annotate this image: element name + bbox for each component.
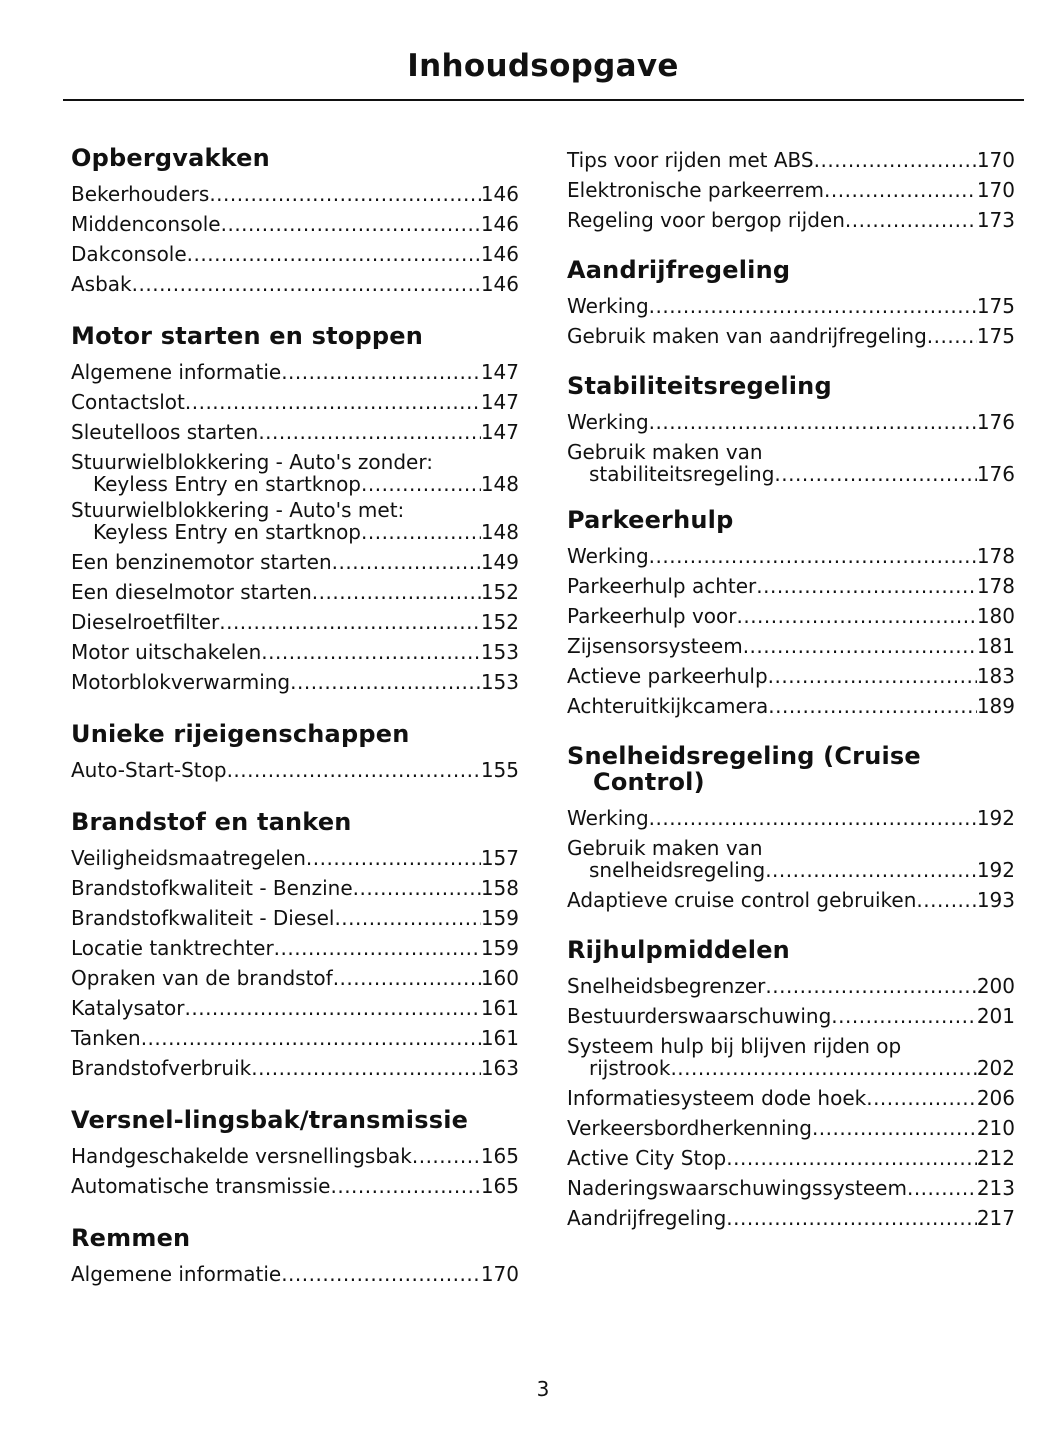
- entry-page-number: 159: [480, 906, 519, 930]
- entry-label: Automatische transmissie: [71, 1174, 331, 1198]
- leader-dots: [132, 269, 481, 299]
- leader-dots: [274, 933, 481, 963]
- entry-label: Veiligheidsmaatregelen: [71, 846, 306, 870]
- toc-entry[interactable]: [567, 291, 1015, 321]
- toc-entry[interactable]: [567, 885, 1015, 915]
- entry-label: Verkeersbordherkenning: [567, 1116, 812, 1140]
- leader-dots: [290, 667, 481, 697]
- entry-label-continued: stabiliteitsregeling: [589, 462, 775, 486]
- entry-label: Brandstofverbruik: [71, 1056, 252, 1080]
- toc-column-left: [71, 145, 519, 1289]
- entry-label: Algemene informatie: [71, 1262, 282, 1286]
- entry-page-number: 170: [976, 178, 1015, 202]
- toc-entry[interactable]: [567, 1001, 1015, 1031]
- toc-section-unieke-rijeigenschappen: [71, 721, 519, 785]
- entry-line-continued: [567, 859, 1015, 881]
- section-heading: Aandrijfregeling: [567, 256, 791, 284]
- toc-entry[interactable]: [71, 357, 519, 387]
- entry-page-number: 189: [976, 694, 1015, 718]
- entry-label: Een benzinemotor starten: [71, 550, 332, 574]
- leader-dots: [649, 291, 977, 321]
- entry-page-number: 180: [976, 604, 1015, 628]
- toc-entry[interactable]: [71, 933, 519, 963]
- toc-entry[interactable]: [567, 803, 1015, 833]
- entry-label: Active City Stop: [567, 1146, 727, 1170]
- entry-label: Snelheidsbegrenzer: [567, 974, 766, 998]
- entry-page-number: 158: [480, 876, 519, 900]
- entry-label: Werking: [567, 806, 649, 830]
- toc-entry[interactable]: [71, 547, 519, 577]
- toc-entry[interactable]: [71, 667, 519, 697]
- entry-label: Stuurwielblokkering - Auto's met:: [71, 498, 405, 522]
- leader-dots: [768, 661, 977, 691]
- entry-page-number: 146: [480, 242, 519, 266]
- entry-label: Gebruik maken van: [567, 440, 763, 464]
- entry-page-number: 146: [480, 182, 519, 206]
- toc-entry[interactable]: [71, 1141, 519, 1171]
- leader-dots: [756, 571, 977, 601]
- entry-label: Actieve parkeerhulp: [567, 664, 768, 688]
- toc-entry[interactable]: [71, 843, 519, 873]
- entry-page-number: 202: [976, 1056, 1015, 1080]
- entry-page-number: 165: [480, 1174, 519, 1198]
- toc-entry[interactable]: [567, 971, 1015, 1001]
- entry-line-continued: [71, 521, 519, 543]
- entry-label: Handgeschakelde versnellingsbak: [71, 1144, 412, 1168]
- entry-line-continued: [71, 473, 519, 495]
- toc-entry[interactable]: [567, 175, 1015, 205]
- entry-label: Elektronische parkeerrem: [567, 178, 825, 202]
- toc-entry[interactable]: [71, 239, 519, 269]
- entry-page-number: 176: [976, 462, 1015, 486]
- leader-dots: [670, 1057, 976, 1079]
- leader-dots: [221, 209, 481, 239]
- entry-page-number: 175: [976, 324, 1015, 348]
- entry-page-number: 147: [480, 390, 519, 414]
- leader-dots: [831, 1001, 977, 1031]
- toc-entry[interactable]: [71, 1023, 519, 1053]
- entry-page-number: 212: [976, 1146, 1015, 1170]
- entry-line-continued: [567, 463, 1015, 485]
- page-number: 3: [536, 1377, 550, 1401]
- toc-entry[interactable]: [567, 205, 1015, 235]
- entry-label: Werking: [567, 544, 649, 568]
- leader-dots: [141, 1023, 481, 1053]
- leader-dots: [768, 691, 977, 721]
- entry-label-continued: Keyless Entry en startknop: [93, 472, 361, 496]
- entry-label: Contactslot: [71, 390, 185, 414]
- toc-section-rijhulpmiddelen: [567, 937, 1015, 1233]
- toc-section-motor-starten-en-stoppen: [71, 323, 519, 697]
- leader-dots: [312, 577, 481, 607]
- entry-label: Middenconsole: [71, 212, 221, 236]
- toc-entry[interactable]: [567, 145, 1015, 175]
- leader-dots: [736, 601, 976, 631]
- entry-page-number: 148: [480, 520, 519, 544]
- entry-page-number: 152: [480, 580, 519, 604]
- entry-label: Motor uitschakelen: [71, 640, 262, 664]
- entry-label: Opraken van de brandstof: [71, 966, 333, 990]
- entry-label: Dakconsole: [71, 242, 187, 266]
- section-heading: Stabiliteitsregeling: [567, 372, 832, 400]
- toc-entry[interactable]: [71, 873, 519, 903]
- toc-entry[interactable]: [567, 1143, 1015, 1173]
- leader-dots: [219, 607, 481, 637]
- leader-dots: [845, 205, 977, 235]
- toc-entry[interactable]: [71, 607, 519, 637]
- entry-label: Sleutelloos starten: [71, 420, 259, 444]
- toc-entry[interactable]: [71, 755, 519, 785]
- entry-page-number: 153: [480, 670, 519, 694]
- toc-section-parkeerhulp: [567, 507, 1015, 721]
- entry-label: Brandstofkwaliteit - Benzine: [71, 876, 353, 900]
- entry-page-number: 161: [480, 1026, 519, 1050]
- toc-entry[interactable]: [71, 417, 519, 447]
- toc-entry[interactable]: [567, 661, 1015, 691]
- section-heading: Motor starten en stoppen: [71, 322, 423, 350]
- leader-dots: [227, 755, 481, 785]
- toc-entry[interactable]: [567, 1083, 1015, 1113]
- entry-page-number: 149: [480, 550, 519, 574]
- entry-label: Asbak: [71, 272, 132, 296]
- entry-page-number: 201: [976, 1004, 1015, 1028]
- leader-dots: [251, 1053, 481, 1083]
- entry-page-number: 152: [480, 610, 519, 634]
- toc-entry[interactable]: [71, 577, 519, 607]
- leader-dots: [649, 803, 977, 833]
- page-title: Inhoudsopgave: [407, 48, 679, 84]
- entry-label: Werking: [567, 294, 649, 318]
- entry-label: Bekerhouders: [71, 182, 210, 206]
- entry-page-number: 176: [976, 410, 1015, 434]
- entry-page-number: 206: [976, 1086, 1015, 1110]
- entry-label: Auto-Start-Stop: [71, 758, 227, 782]
- toc-section-snelheidsregeling-cruise-control: [567, 743, 1015, 915]
- entry-page-number: 178: [976, 544, 1015, 568]
- leader-dots: [649, 407, 977, 437]
- title-divider: [63, 99, 1024, 101]
- leader-dots: [765, 971, 976, 1001]
- entry-label: Aandrijfregeling: [567, 1206, 727, 1230]
- leader-dots: [916, 885, 976, 915]
- leader-dots: [334, 903, 480, 933]
- entry-page-number: 157: [480, 846, 519, 870]
- toc-entry[interactable]: [567, 1113, 1015, 1143]
- section-heading: Unieke rijeigenschappen: [71, 720, 410, 748]
- toc-entry[interactable]: [71, 963, 519, 993]
- entry-label: Adaptieve cruise control gebruiken: [567, 888, 917, 912]
- entry-label: Bestuurderswaarschuwing: [567, 1004, 832, 1028]
- entry-page-number: 175: [976, 294, 1015, 318]
- entry-page-number: 213: [976, 1176, 1015, 1200]
- entry-page-number: 200: [976, 974, 1015, 998]
- entry-page-number: 193: [976, 888, 1015, 912]
- toc-entry[interactable]: [71, 993, 519, 1023]
- entry-page-number: 147: [480, 360, 519, 384]
- toc-entry[interactable]: [71, 387, 519, 417]
- toc-section-aandrijfregeling: [567, 257, 1015, 351]
- entry-page-number: 159: [480, 936, 519, 960]
- entry-page-number: 163: [480, 1056, 519, 1080]
- entry-label: Werking: [567, 410, 649, 434]
- entry-page-number: 178: [976, 574, 1015, 598]
- entry-page-number: 217: [976, 1206, 1015, 1230]
- toc-entry[interactable]: [567, 1035, 1015, 1079]
- entry-label: Katalysator: [71, 996, 185, 1020]
- leader-dots: [412, 1141, 481, 1171]
- entry-label: Achteruitkijkcamera: [567, 694, 769, 718]
- leader-dots: [353, 873, 481, 903]
- leader-dots: [824, 175, 977, 205]
- toc-section-stabiliteitsregeling: [567, 373, 1015, 485]
- section-heading: Remmen: [71, 1224, 191, 1252]
- entry-page-number: 147: [480, 420, 519, 444]
- leader-dots: [258, 417, 481, 447]
- leader-dots: [332, 547, 481, 577]
- toc-entry[interactable]: [567, 571, 1015, 601]
- toc-entry[interactable]: [71, 1259, 519, 1289]
- entry-label: Stuurwielblokkering - Auto's zonder:: [71, 450, 433, 474]
- entry-page-number: 181: [976, 634, 1015, 658]
- leader-dots: [281, 1259, 481, 1289]
- leader-dots: [765, 859, 977, 881]
- entry-page-number: 192: [976, 858, 1015, 882]
- section-heading: Snelheidsregeling (Cruise Control): [567, 742, 921, 796]
- toc-entry[interactable]: [567, 601, 1015, 631]
- entry-label: Zijsensorsysteem: [567, 634, 743, 658]
- toc-entry[interactable]: [71, 179, 519, 209]
- entry-label-continued: snelheidsregeling: [589, 858, 766, 882]
- leader-dots: [185, 387, 481, 417]
- toc-section-continued: [567, 145, 1015, 235]
- entry-label: Regeling voor bergop rijden: [567, 208, 845, 232]
- leader-dots: [743, 631, 977, 661]
- toc-entry[interactable]: [567, 631, 1015, 661]
- toc-entry[interactable]: [71, 269, 519, 299]
- section-heading: Rijhulpmiddelen: [567, 936, 790, 964]
- entry-page-number: 183: [976, 664, 1015, 688]
- entry-label: Gebruik maken van: [567, 836, 763, 860]
- leader-dots: [261, 637, 481, 667]
- toc-section-remmen: [71, 1225, 519, 1289]
- entry-page-number: 153: [480, 640, 519, 664]
- entry-line-continued: [567, 1057, 1015, 1079]
- entry-page-number: 161: [480, 996, 519, 1020]
- entry-label: Brandstofkwaliteit - Diesel: [71, 906, 335, 930]
- entry-page-number: 148: [480, 472, 519, 496]
- toc-entry[interactable]: [567, 541, 1015, 571]
- leader-dots: [726, 1203, 977, 1233]
- entry-label: Tips voor rijden met ABS: [567, 148, 814, 172]
- section-heading: Brandstof en tanken: [71, 808, 352, 836]
- entry-label: Gebruik maken van aandrijfregeling: [567, 324, 927, 348]
- leader-dots: [907, 1173, 977, 1203]
- entry-page-number: 146: [480, 212, 519, 236]
- entry-label-continued: rijstrook: [589, 1056, 671, 1080]
- leader-dots: [927, 321, 977, 351]
- toc-section-versnel-lingsbak-transmissie: [71, 1107, 519, 1201]
- entry-label: Algemene informatie: [71, 360, 282, 384]
- toc-entry[interactable]: [567, 407, 1015, 437]
- leader-dots: [866, 1083, 977, 1113]
- entry-label-continued: Keyless Entry en startknop: [93, 520, 361, 544]
- entry-label: Parkeerhulp voor: [567, 604, 737, 628]
- entry-page-number: 170: [976, 148, 1015, 172]
- toc-entry[interactable]: [71, 451, 519, 495]
- entry-page-number: 155: [480, 758, 519, 782]
- section-heading: Opbergvakken: [71, 144, 270, 172]
- entry-page-number: 170: [480, 1262, 519, 1286]
- entry-page-number: 146: [480, 272, 519, 296]
- entry-label: Systeem hulp bij blijven rijden op: [567, 1034, 902, 1058]
- toc-entry[interactable]: [71, 637, 519, 667]
- leader-dots: [330, 1171, 480, 1201]
- section-heading: Parkeerhulp: [567, 506, 734, 534]
- leader-dots: [649, 541, 977, 571]
- leader-dots: [361, 473, 481, 495]
- leader-dots: [209, 179, 481, 209]
- leader-dots: [306, 843, 481, 873]
- leader-dots: [726, 1143, 977, 1173]
- entry-label: Dieselroetfilter: [71, 610, 220, 634]
- entry-label: Parkeerhulp achter: [567, 574, 757, 598]
- toc-section-brandstof-en-tanken: [71, 809, 519, 1083]
- leader-dots: [814, 145, 977, 175]
- leader-dots: [361, 521, 481, 543]
- entry-page-number: 210: [976, 1116, 1015, 1140]
- entry-page-number: 173: [976, 208, 1015, 232]
- toc-entry[interactable]: [71, 903, 519, 933]
- entry-label: Informatiesysteem dode hoek: [567, 1086, 867, 1110]
- leader-dots: [774, 463, 976, 485]
- toc-entry[interactable]: [71, 499, 519, 543]
- leader-dots: [281, 357, 481, 387]
- toc-entry[interactable]: [71, 209, 519, 239]
- toc-entry[interactable]: [567, 837, 1015, 881]
- toc-entry[interactable]: [567, 691, 1015, 721]
- toc-column-right: [567, 145, 1015, 1233]
- toc-entry[interactable]: [71, 1053, 519, 1083]
- leader-dots: [185, 993, 481, 1023]
- entry-label: Tanken: [71, 1026, 141, 1050]
- entry-label: Een dieselmotor starten: [71, 580, 312, 604]
- entry-page-number: 165: [480, 1144, 519, 1168]
- toc-entry[interactable]: [71, 1171, 519, 1201]
- toc-entry[interactable]: [567, 441, 1015, 485]
- entry-page-number: 192: [976, 806, 1015, 830]
- toc-section-opbergvakken: [71, 145, 519, 299]
- toc-entry[interactable]: [567, 1173, 1015, 1203]
- entry-label: Motorblokverwarming: [71, 670, 291, 694]
- leader-dots: [187, 239, 481, 269]
- leader-dots: [812, 1113, 977, 1143]
- entry-page-number: 160: [480, 966, 519, 990]
- toc-entry[interactable]: [567, 1203, 1015, 1233]
- entry-label: Locatie tanktrechter: [71, 936, 274, 960]
- entry-label: Naderingswaarschuwingssysteem: [567, 1176, 907, 1200]
- toc-entry[interactable]: [567, 321, 1015, 351]
- section-heading: Versnel-lingsbak/transmissie: [71, 1106, 469, 1134]
- leader-dots: [333, 963, 481, 993]
